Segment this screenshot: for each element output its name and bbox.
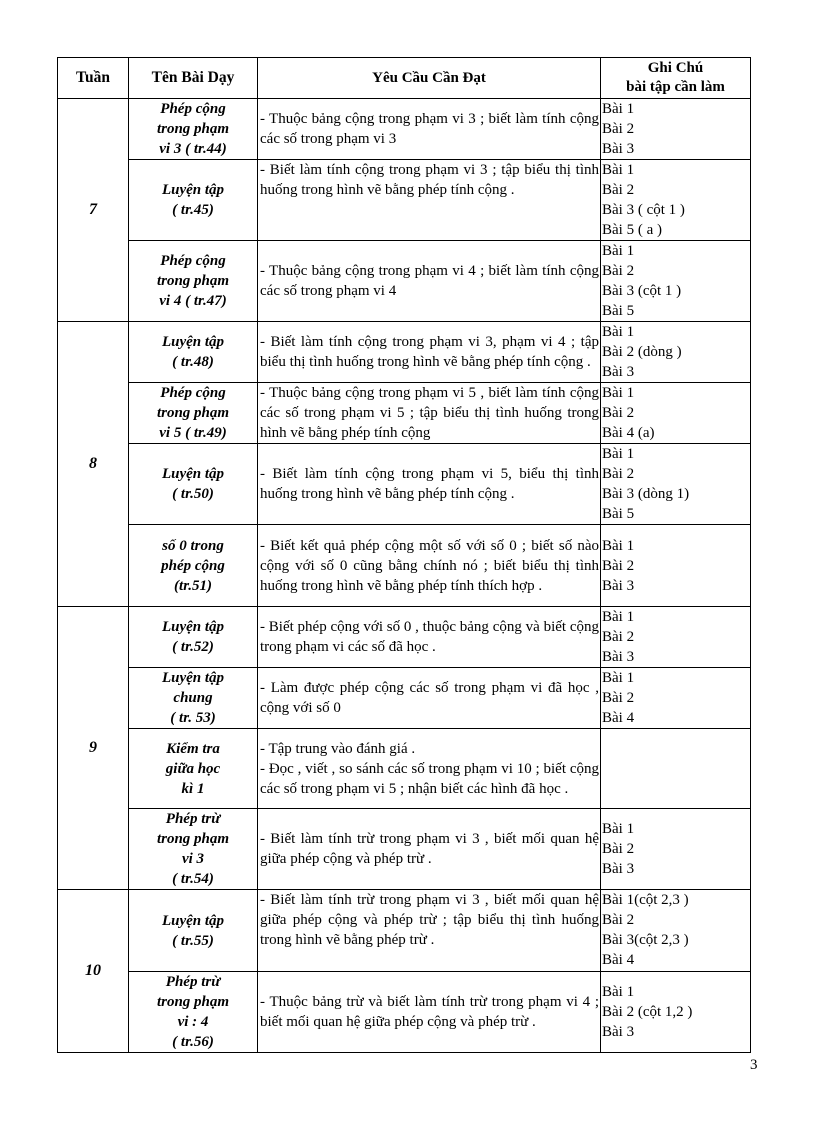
lesson-cell [129,890,258,972]
lesson-plan-table [57,57,751,1053]
lesson-cell [129,729,258,809]
note-line: Bài 4 [602,952,635,968]
lesson-cell [129,668,258,729]
lesson-line: trong phạm [156,831,230,847]
note-line: Bài 5 [602,506,635,522]
lesson-line: trong phạm [156,121,230,137]
lesson-line: vi 5 ( tr.49) [159,425,227,441]
header-ghi-chu [601,58,751,99]
header-yeu-cau: Yêu Cầu Cần Đạt [258,58,601,99]
lesson-line: Phép trừ [165,974,221,990]
requirement-cell [258,241,601,322]
header-tuan: Tuần [58,58,129,99]
requirement-cell [258,525,601,607]
requirement-cell [258,99,601,160]
note-line: Bài 2 [602,690,635,706]
lesson-line: trong phạm [156,994,230,1010]
lesson-line: ( tr.55) [172,932,214,949]
header-ghi-chu-line1: Ghi Chú [647,60,704,76]
lesson-line: vi : 4 [177,1014,209,1030]
note-cell [601,99,751,160]
week-cell: 7 [58,99,129,322]
note-line: Bài 3 [602,861,635,877]
requirement-cell [258,322,601,383]
lesson-cell [129,525,258,607]
lesson-line: số 0 trong [162,537,224,554]
note-cell [601,160,751,241]
table-row [58,160,751,241]
lesson-cell [129,322,258,383]
requirement-cell [258,972,601,1053]
note-line: Bài 1 [602,385,635,401]
requirement-line: - Tập trung vào đánh giá . [260,740,416,757]
note-cell [601,444,751,525]
requirement-line: - Biết làm tính cộng trong phạm vi 5, biểu thị tình huống trong hình vẽ bằng phép tính cộng . [260,466,599,502]
note-line: Bài 1 [602,670,635,686]
lesson-line: Luyện tập [161,670,225,686]
note-line: Bài 1 [602,609,635,625]
lesson-line: Phép cộng [160,101,226,117]
note-line: Bài 2 [602,557,635,574]
table-row [58,668,751,729]
note-line: Bài 1(cột 2,3 ) [602,892,689,908]
lesson-line: chung [173,690,213,706]
requirement-cell [258,607,601,668]
lesson-line: trong phạm [156,405,230,421]
requirement-line: - Biết làm tính cộng trong phạm vi 3, phạm vi 4 ; tập biểu thị tình huống trong hình vẽ bằng phép tính cộng . [260,334,599,370]
note-cell [601,729,751,809]
lesson-line: phép cộng [161,557,225,574]
note-cell [601,383,751,444]
requirement-line: - Thuộc bảng cộng trong phạm vi 4 ; biết làm tính cộng các số trong phạm vi 4 [260,263,599,299]
lesson-line: Phép cộng [160,253,226,269]
note-cell [601,890,751,972]
week-cell: 8 [58,322,129,607]
requirement-cell [258,809,601,890]
requirement-line: - Đọc , viết , so sánh các số trong phạm vi 10 ; biết cộng các số trong phạm vi 5 ; nhận biết các hình đã học . [260,760,599,797]
lesson-line: ( tr.52) [172,639,214,655]
lesson-line: (tr.51) [174,577,212,594]
week-cell: 9 [58,607,129,890]
lesson-line: Phép trừ [165,811,221,827]
lesson-line: Luyện tập [161,466,225,482]
table-row [58,444,751,525]
note-line: Bài 3 (dòng 1) [602,486,690,502]
lesson-line: Kiểm tra [166,740,220,757]
note-line: Bài 5 [602,303,635,319]
note-line: Bài 2 [602,629,635,645]
lesson-line: Luyện tập [161,182,225,198]
lesson-cell [129,383,258,444]
note-cell [601,525,751,607]
lesson-cell [129,444,258,525]
note-line: Bài 1 [602,101,635,117]
table-row [58,322,751,383]
table-row [58,607,751,668]
requirement-cell [258,668,601,729]
requirement-line: - Thuộc bảng cộng trong phạm vi 3 ; biết làm tính cộng các số trong phạm vi 3 [260,111,599,147]
table-row [58,383,751,444]
header-ghi-chu-line2: bài tập cần làm [626,79,725,95]
lesson-line: Luyện tập [161,334,225,350]
note-line: Bài 3 [602,1024,635,1040]
note-line: Bài 2 (cột 1,2 ) [602,1004,693,1020]
requirement-line: - Làm được phép cộng các số trong phạm vi đã học , cộng với số 0 [260,680,599,716]
lesson-line: trong phạm [156,273,230,289]
lesson-line: ( tr. 53) [170,710,216,726]
lesson-line: ( tr.54) [172,871,214,887]
requirement-line: - Biết kết quả phép cộng một số với số 0 ; biết số nào cộng với số 0 cũng bằng chính nó ; biết biểu thị tình huống trong hình vẽ bằng phép tính thích hợp . [260,537,599,594]
lesson-cell [129,160,258,241]
note-line: Bài 3 (cột 1 ) [602,283,682,299]
lesson-line: ( tr.56) [172,1034,214,1050]
note-line: Bài 1 [602,243,635,259]
table-row [58,525,751,607]
table-row [58,809,751,890]
note-line: Bài 1 [602,162,635,178]
requirement-cell [258,383,601,444]
header-ten-bai: Tên Bài Dạy [129,58,258,99]
lesson-cell [129,99,258,160]
lesson-line: ( tr.48) [172,354,214,370]
note-line: Bài 2 [602,405,635,421]
note-line: Bài 3 [602,364,635,380]
table-row [58,890,751,972]
note-cell [601,241,751,322]
requirement-line: - Biết làm tính cộng trong phạm vi 3 ; tập biểu thị tình huống trong hình vẽ bằng phép tính cộng . [260,162,599,198]
note-line: Bài 3 [602,649,635,665]
requirement-cell [258,160,601,241]
page-number: 3 [750,1057,758,1073]
lesson-cell [129,607,258,668]
note-line: Bài 1 [602,537,635,554]
note-line: Bài 2 [602,121,635,137]
requirement-cell [258,729,601,809]
note-line: Bài 2 [602,912,635,928]
lesson-line: vi 3 ( tr.44) [159,141,227,157]
note-line: Bài 5 ( a ) [602,222,662,238]
requirement-line: - Biết làm tính trừ trong phạm vi 3 , biết mối quan hệ giữa phép cộng và phép trừ . [260,831,599,867]
header-row [58,58,751,99]
note-cell [601,972,751,1053]
lesson-line: kì 1 [181,780,205,797]
lesson-cell [129,972,258,1053]
note-cell [601,607,751,668]
lesson-cell [129,809,258,890]
lesson-line: ( tr.45) [172,202,214,218]
note-line: Bài 2 [602,841,635,857]
requirement-cell [258,444,601,525]
note-cell [601,322,751,383]
table-row [58,972,751,1053]
note-line: Bài 2 [602,182,635,198]
note-line: Bài 2 [602,466,635,482]
note-line: Bài 1 [602,446,635,462]
note-cell [601,668,751,729]
lesson-line: Luyện tập [161,619,225,635]
lesson-line: vi 4 ( tr.47) [159,293,227,309]
note-line: Bài 2 (dòng ) [602,344,682,360]
table-row [58,241,751,322]
note-line: Bài 1 [602,324,635,340]
lesson-cell [129,241,258,322]
note-line: Bài 1 [602,984,635,1000]
note-line: Bài 3 [602,141,635,157]
week-cell: 10 [58,890,129,1053]
note-line: Bài 2 [602,263,635,279]
note-line: Bài 4 (a) [602,425,655,441]
table-row [58,99,751,160]
lesson-line: Luyện tập [161,912,225,929]
table-row [58,729,751,809]
note-line: Bài 3 [602,577,635,594]
requirement-cell [258,890,601,972]
lesson-line: ( tr.50) [172,486,214,502]
lesson-line: vi 3 [181,851,205,867]
lesson-line: Phép cộng [160,385,226,401]
note-line: Bài 1 [602,821,635,837]
note-line: Bài 4 [602,710,635,726]
note-line: Bài 3(cột 2,3 ) [602,932,689,948]
requirement-line: - Biết phép cộng với số 0 , thuộc bảng cộng và biết cộng trong phạm vi các số đã học . [260,619,599,655]
requirement-line: - Thuộc bảng trừ và biết làm tính trừ trong phạm vi 4 ; biết mối quan hệ giữa phép cộng và phép trừ . [260,994,599,1030]
note-cell [601,809,751,890]
lesson-line: giữa học [165,760,221,777]
requirement-line: - Thuộc bảng cộng trong phạm vi 5 , biết làm tính cộng các số trong phạm vi 5 ; tập biểu thị tình huống trong hình vẽ bằng phép tính cộng [260,385,599,441]
note-line: Bài 3 ( cột 1 ) [602,202,685,218]
requirement-line: - Biết làm tính trừ trong phạm vi 3 , biết mối quan hệ giữa phép cộng và phép trừ ; tập biểu thị tình huống trong hình vẽ bằng phép trừ . [260,892,599,948]
